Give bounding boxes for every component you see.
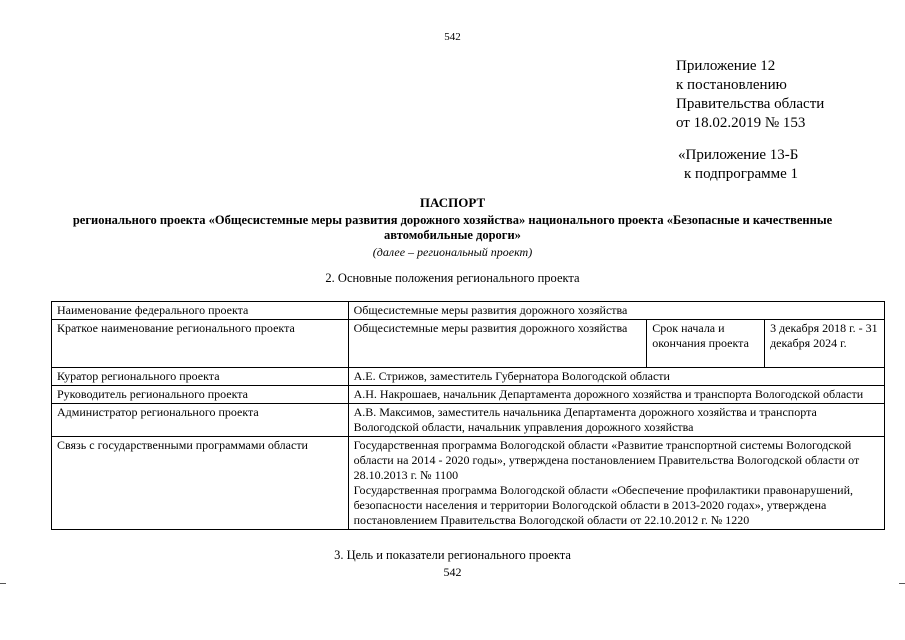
appendix-b-line: к подпрограмме 1 [684, 166, 798, 182]
table-row [52, 302, 885, 320]
document-subnote: (далее – региональный проект) [372, 245, 533, 259]
appendix-b-header [678, 146, 798, 184]
section-2-heading: 2. Основные положения регионального проекта [325, 271, 580, 285]
page-number-bottom: 542 [443, 565, 462, 579]
document-subtitle: регионального проекта «Общесистемные меры развития дорожного хозяйства» национального проекта «Безопасные и качественные автомобильные дороги» [72, 213, 833, 242]
row-value: Общесистемные меры развития дорожного хозяйства [348, 302, 884, 320]
row-label: Администратор регионального проекта [52, 404, 349, 437]
row-value: А.Н. Накрошаев, начальник Департамента дорожного хозяйства и транспорта Вологодской области [348, 386, 884, 404]
row-label: Краткое наименование регионального проекта [52, 320, 349, 368]
appendix-line: Правительства области [676, 96, 825, 112]
document-title: ПАСПОРТ [419, 195, 486, 210]
appendix-line: к постановлению [676, 77, 787, 93]
table-row [52, 320, 885, 368]
table-row [52, 368, 885, 386]
period-value: 3 декабря 2018 г. - 31 декабря 2024 г. [765, 320, 885, 368]
row-value: А.В. Максимов, заместитель начальника Департамента дорожного хозяйства и транспорта Вологодской области, начальник управления дорожного хозяйства [348, 404, 884, 437]
program-link: Государственная программа Вологодской области «Обеспечение профилактики правонарушений, безопасности населения и территории Вологодской области в 2013-2020 годах», утверждена постановлением Правительства Вологодской области от 22.10.2012 г. № 1220 [353, 483, 854, 527]
passport-table [51, 301, 885, 530]
table-row [52, 386, 885, 404]
table-row [52, 404, 885, 437]
page-number-top: 542 [444, 31, 461, 43]
row-label: Руководитель регионального проекта [52, 386, 349, 404]
edge-mark [899, 583, 905, 584]
program-link: Государственная программа Вологодской области «Развитие транспортной системы Вологодской области на 2014 - 2020 годы», утверждена постановлением Правительства Вологодской области от 28.10.2013 г. № 1100 [353, 438, 860, 482]
edge-mark [0, 583, 6, 584]
appendix-line: от 18.02.2019 № 153 [676, 115, 806, 131]
appendix-header [676, 57, 824, 133]
row-label: Наименование федерального проекта [52, 302, 349, 320]
table-row [52, 437, 885, 530]
section-3-heading: 3. Цель и показатели регионального проекта [334, 548, 571, 562]
period-label: Срок начала и окончания проекта [647, 320, 765, 368]
row-value: А.Е. Стрижов, заместитель Губернатора Вологодской области [348, 368, 884, 386]
row-value: Общесистемные меры развития дорожного хозяйства [348, 320, 647, 368]
row-label: Связь с государственными программами области [52, 437, 349, 530]
row-value [348, 437, 884, 530]
appendix-b-line: «Приложение 13-Б [678, 147, 799, 163]
row-label: Куратор регионального проекта [52, 368, 349, 386]
appendix-line: Приложение 12 [676, 58, 776, 74]
